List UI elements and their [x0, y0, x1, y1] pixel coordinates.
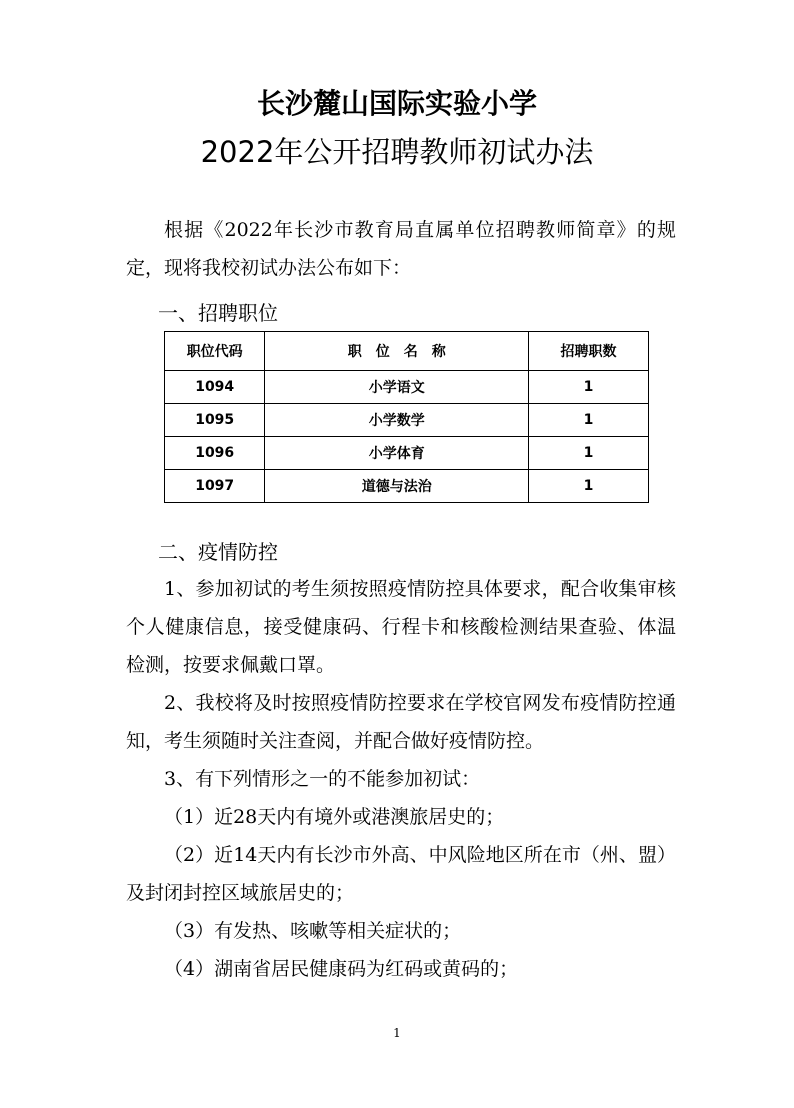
table-header-cell: 招聘职数: [529, 332, 649, 371]
list-item-3: （3）有发热、咳嗽等相关症状的；: [164, 920, 462, 942]
position-count: 1: [529, 371, 649, 404]
table-row: [165, 470, 649, 503]
paragraph-3: 3、有下列情形之一的不能参加初试：: [164, 768, 481, 790]
document-subtitle: 2022年公开招聘教师初试办法: [200, 135, 594, 169]
table-row: [165, 404, 649, 437]
section-heading-epidemic: 二、疫情防控: [158, 540, 278, 564]
page-number: 1: [393, 1026, 401, 1040]
position-count: 1: [529, 404, 649, 437]
positions-table: [164, 331, 649, 503]
paragraph-1: 1、参加初试的考生须按照疫情防控具体要求，配合收集审核个人健康信息，接受健康码、行程卡和核酸检测结果查验、体温检测，按要求佩戴口罩。: [126, 578, 676, 676]
section-heading-positions: 一、招聘职位: [158, 301, 278, 325]
position-count: 1: [529, 437, 649, 470]
position-name: 小学数学: [265, 404, 529, 437]
list-item-4: （4）湖南省居民健康码为红码或黄码的；: [164, 958, 519, 980]
table-header-row: [165, 332, 649, 371]
position-count: 1: [529, 470, 649, 503]
table-header-cell: 职位代码: [165, 332, 265, 371]
paragraph-2: 2、我校将及时按照疫情防控要求在学校官网发布疫情防控通知，考生须随时关注查阅，并配合做好疫情防控。: [126, 692, 676, 752]
position-name: 道德与法治: [265, 470, 529, 503]
table-row: [165, 437, 649, 470]
position-code: 1097: [165, 470, 265, 503]
list-item-2: （2）近14天内有长沙市外高、中风险地区所在市（州、盟）及封闭封控区域旅居史的；: [126, 844, 676, 904]
position-name: 小学语文: [265, 371, 529, 404]
position-code: 1094: [165, 371, 265, 404]
table-row: [165, 371, 649, 404]
position-name: 小学体育: [265, 437, 529, 470]
list-item-1: （1）近28天内有境外或港澳旅居史的；: [164, 806, 505, 828]
intro-paragraph: 根据《2022年长沙市教育局直属单位招聘教师简章》的规定，现将我校初试办法公布如下：: [126, 219, 676, 279]
table-header-cell: 职 位 名 称: [265, 332, 529, 371]
document-title: 长沙麓山国际实验小学: [256, 87, 537, 120]
position-code: 1096: [165, 437, 265, 470]
position-code: 1095: [165, 404, 265, 437]
